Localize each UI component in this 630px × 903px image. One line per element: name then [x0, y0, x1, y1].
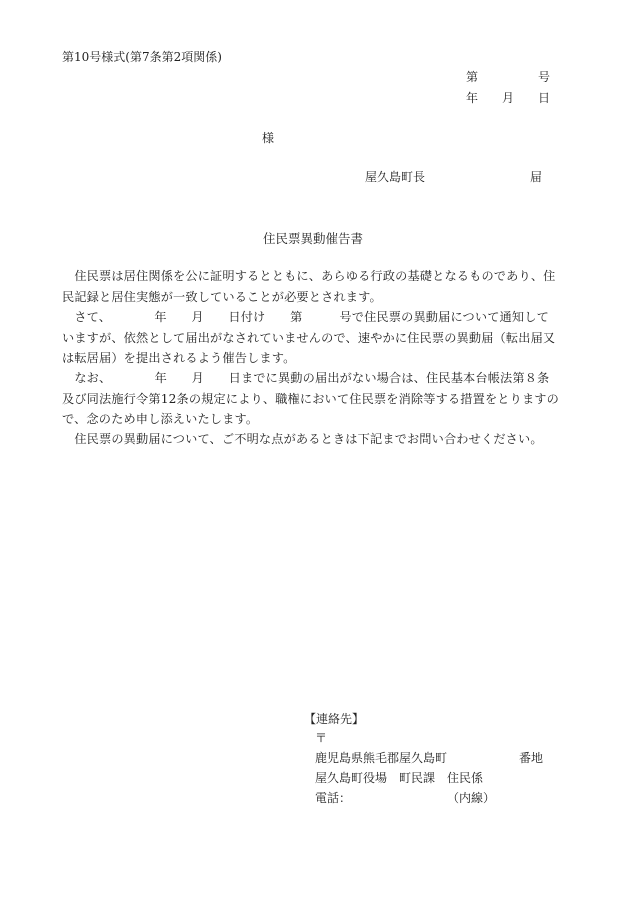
body-line: 住民票の異動届について、ご不明な点があるときは下記までお問い合わせください。 — [62, 432, 543, 446]
contact-address: 鹿児島県熊毛郡屋久島町 番地 — [315, 751, 544, 765]
body-line: さて、 年 月 日付け 第 号で住民票の異動届について通知して — [62, 310, 549, 324]
body-line: いますが、依然として届出がなされていませんので、速やかに住民票の異動届（転出届又 — [62, 331, 556, 345]
body-line: 民記録と居住実態が一致していることが必要とされます。 — [62, 290, 382, 304]
body-line: で、念のため申し添えいたします。 — [62, 412, 259, 426]
date-line: 年 月 日 — [466, 91, 551, 105]
body-line: 及び同法施行令第12条の規定により、職権において住民票を消除等する措置をとりますの — [62, 392, 559, 406]
contact-heading: 【連絡先】 — [304, 712, 365, 726]
contact-phone: 電話： （内線） — [315, 791, 496, 805]
body-line: なお、 年 月 日までに異動の届出がない場合は、住民基本台帳法第８条 — [62, 371, 550, 385]
addressee-suffix: 様 — [262, 131, 275, 145]
contact-office: 屋久島町役場 町民課 住民係 — [315, 771, 484, 785]
reference-number: 第 号 — [466, 70, 551, 84]
seal-mark: 屇 — [530, 170, 543, 184]
form-label: 第10号様式(第7条第2項関係) — [62, 50, 222, 64]
document-title: 住民票異動催告書 — [263, 231, 364, 246]
sender-name: 屋久島町長 — [365, 170, 426, 184]
postal-mark: 〒 — [315, 731, 328, 745]
body-line: 住民票は居住関係を公に証明するとともに、あらゆる行政の基礎となるものであり、住 — [62, 269, 556, 283]
body-line: は転居届）を提出されるよう催告します。 — [62, 351, 296, 365]
